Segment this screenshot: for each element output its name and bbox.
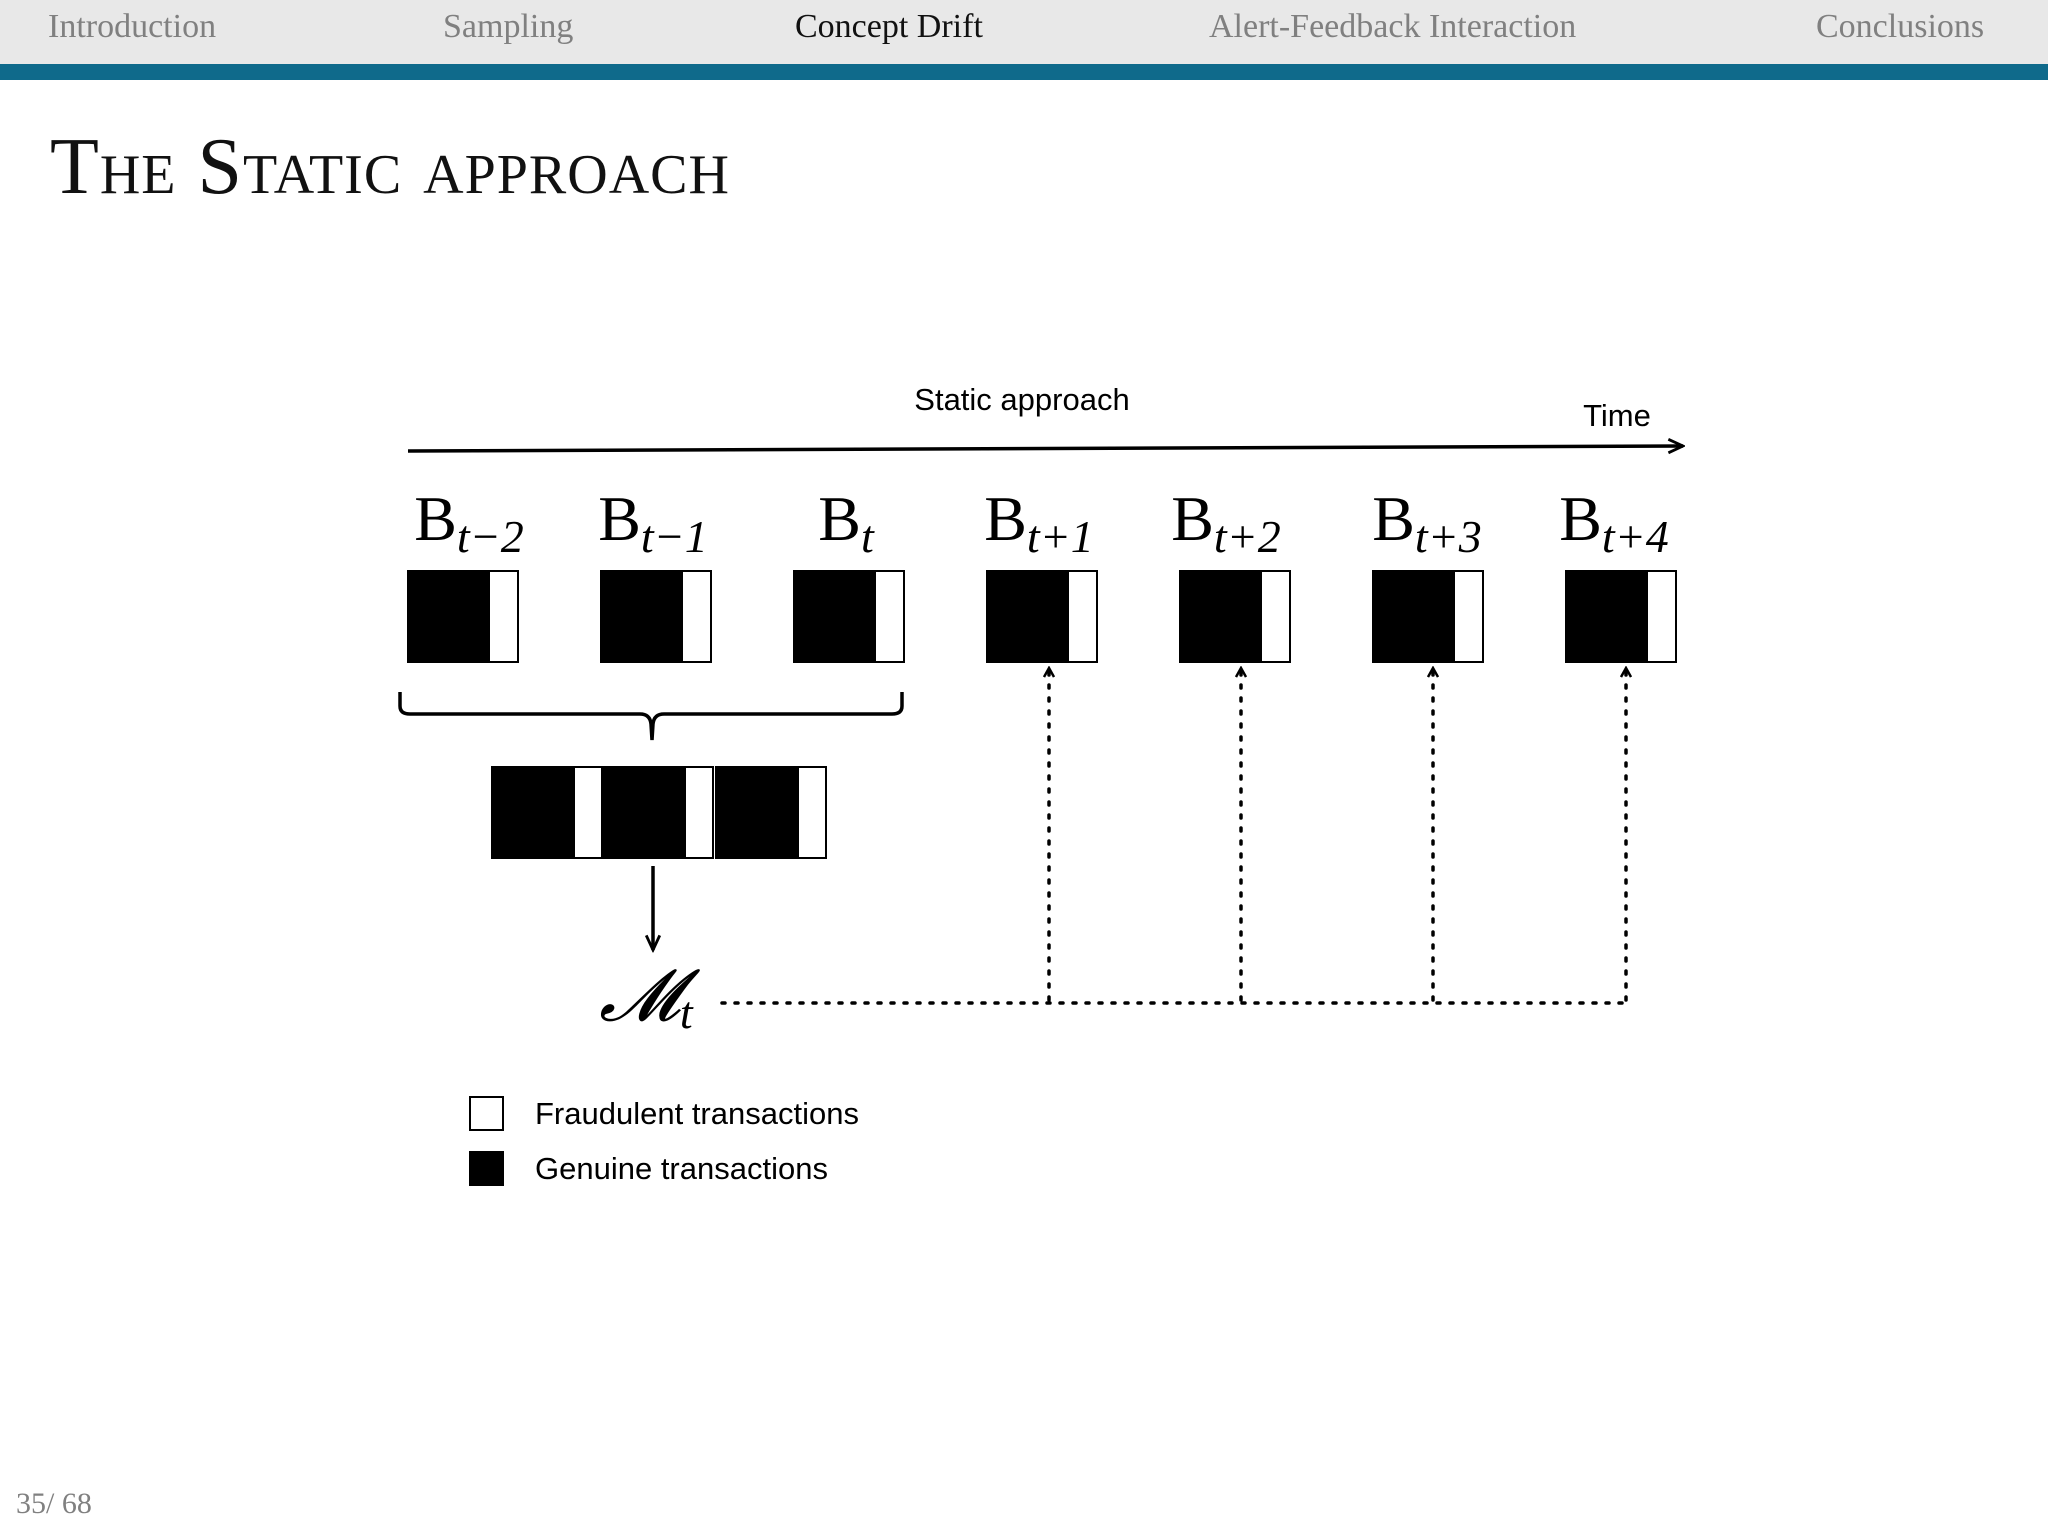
batch-box (1180, 571, 1290, 662)
legend (470, 1096, 859, 1186)
batch-label: Bt−1 (598, 483, 708, 562)
batch-labels (414, 483, 1669, 562)
nav-item-alert-feedback-interaction[interactable]: Alert-Feedback Interaction (1209, 8, 1577, 45)
merged-batch-box (603, 767, 713, 858)
batch-box (601, 571, 711, 662)
batch-box (1566, 571, 1676, 662)
merged-batch-box (716, 767, 826, 858)
model-label: 𝓜t (599, 956, 693, 1038)
nav-item-introduction[interactable]: Introduction (48, 8, 217, 45)
batch-box (1373, 571, 1483, 662)
legend-swatch-fraudulent (470, 1097, 503, 1130)
slide-title: The Static approach (50, 123, 730, 211)
batch-label: Bt−2 (414, 483, 524, 562)
nav-item-conclusions[interactable]: Conclusions (1816, 8, 1985, 45)
legend-label-fraudulent: Fraudulent transactions (535, 1096, 859, 1131)
batch-label: Bt+2 (1171, 483, 1281, 562)
legend-label-genuine: Genuine transactions (535, 1151, 828, 1186)
legend-swatch-genuine (470, 1152, 503, 1185)
page-number: 35/ 68 (16, 1487, 92, 1520)
nav-item-sampling[interactable]: Sampling (443, 8, 574, 45)
batch-boxes (408, 571, 1676, 662)
batch-box (987, 571, 1097, 662)
diagram-title: Static approach (914, 382, 1130, 417)
batch-box (408, 571, 518, 662)
batch-label: Bt+3 (1372, 483, 1482, 562)
grouping-brace (400, 692, 902, 740)
nav-item-concept-drift[interactable]: Concept Drift (795, 8, 983, 45)
model-application-lines (722, 668, 1626, 1003)
time-label: Time (1583, 398, 1651, 433)
batch-box (794, 571, 904, 662)
batch-label: Bt+4 (1559, 483, 1669, 562)
batch-label: Bt+1 (984, 483, 1094, 562)
merged-batch-box (492, 767, 602, 858)
merged-training-batches (492, 767, 826, 858)
time-axis-arrow (408, 446, 1683, 451)
batch-label: Bt (818, 483, 874, 562)
